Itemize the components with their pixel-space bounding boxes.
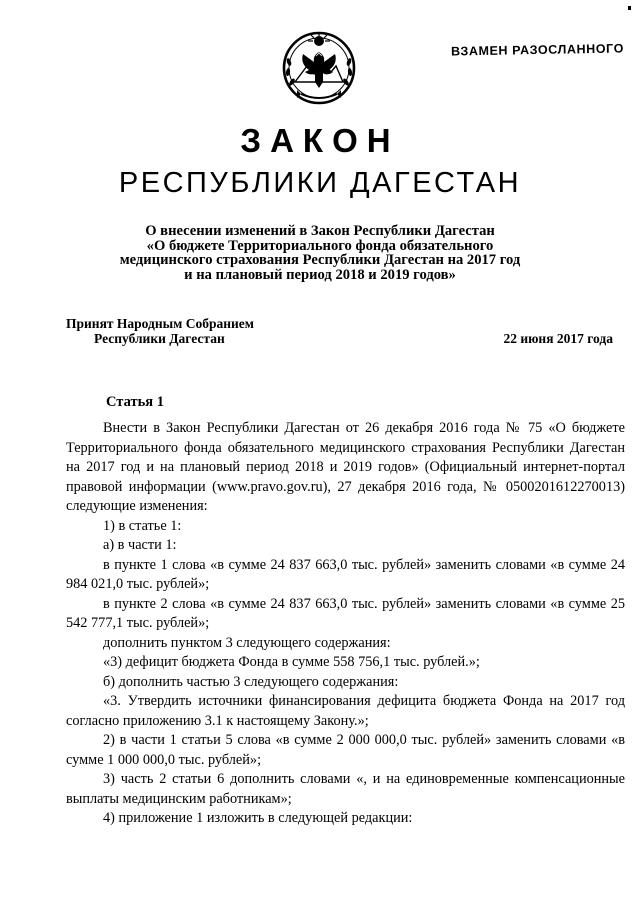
paragraph: в пункте 1 слова «в сумме 24 837 663,0 тыс. рублей» заменить словами «в сумме 24 984 021,0 тыс. рублей»; [66, 556, 625, 592]
replacement-stamp: ВЗАМЕН РАЗОСЛАННОГО [450, 41, 625, 59]
paragraph: 2) в части 1 статьи 5 слова «в сумме 2 000 000,0 тыс. рублей» заменить словами «в сумме 1 000 000,0 тыс. рублей»; [66, 732, 625, 768]
paragraph: дополнить пунктом 3 следующего содержания: [103, 634, 391, 651]
law-title: ЗАКОН [240, 122, 400, 159]
adopted-by-line: Принят Народным Собранием [66, 316, 254, 331]
law-heading [100, 224, 540, 282]
paragraph: 4) приложение 1 изложить в следующей редакции: [103, 810, 413, 826]
adopted-by-line: Республики Дагестан [94, 331, 225, 346]
article-title: Статья 1 [106, 394, 164, 410]
law-heading-line: «О бюджете Территориального фонда обязательного [146, 237, 494, 254]
paragraph: Внести в Закон Республики Дагестан от 26 декабря 2016 года № 75 «О бюджете Территориального фонда обязательного медицинского страхования Республики Дагестан на 2017 год и на плановый период 2018 и 2019 годов» (Официальный интернет-портал правовой информации (www.pravo.gov.ru), 27 декабря 2016 года, № 0500201612270013) следующие изменения: [66, 420, 625, 514]
adoption-date: 22 июня 2017 года [503, 331, 613, 346]
law-heading-line: медицинского страхования Республики Дагестан на 2017 год [119, 252, 521, 269]
dagestan-coat-of-arms-icon [281, 28, 357, 106]
paragraph: а) в части 1: [103, 537, 177, 553]
paragraph: «3. Утвердить источники финансирования дефицита бюджета Фонда на 2017 год согласно приложению 3.1 к настоящему Закону.»; [66, 693, 625, 729]
paragraph: 1) в статье 1: [103, 517, 182, 534]
law-heading-line: и на плановый период 2018 и 2019 годов» [184, 266, 456, 283]
paragraph: в пункте 2 слова «в сумме 24 837 663,0 тыс. рублей» заменить словами «в сумме 25 542 777,1 тыс. рублей»; [66, 595, 625, 631]
margin-mark [628, 6, 631, 10]
paragraph: б) дополнить частью 3 следующего содержания: [103, 673, 399, 690]
adopted-by [66, 316, 254, 346]
article-body [66, 419, 625, 829]
paragraph: «3) дефицит бюджета Фонда в сумме 558 756,1 тыс. рублей.»; [103, 654, 480, 670]
law-subtitle: РЕСПУБЛИКИ ДАГЕСТАН [118, 167, 522, 199]
law-heading-line: О внесении изменений в Закон Республики Дагестан [145, 223, 495, 239]
paragraph: 3) часть 2 статьи 6 дополнить словами «, и на единовременные компенсационные выплаты медицинским работникам»; [66, 771, 625, 807]
